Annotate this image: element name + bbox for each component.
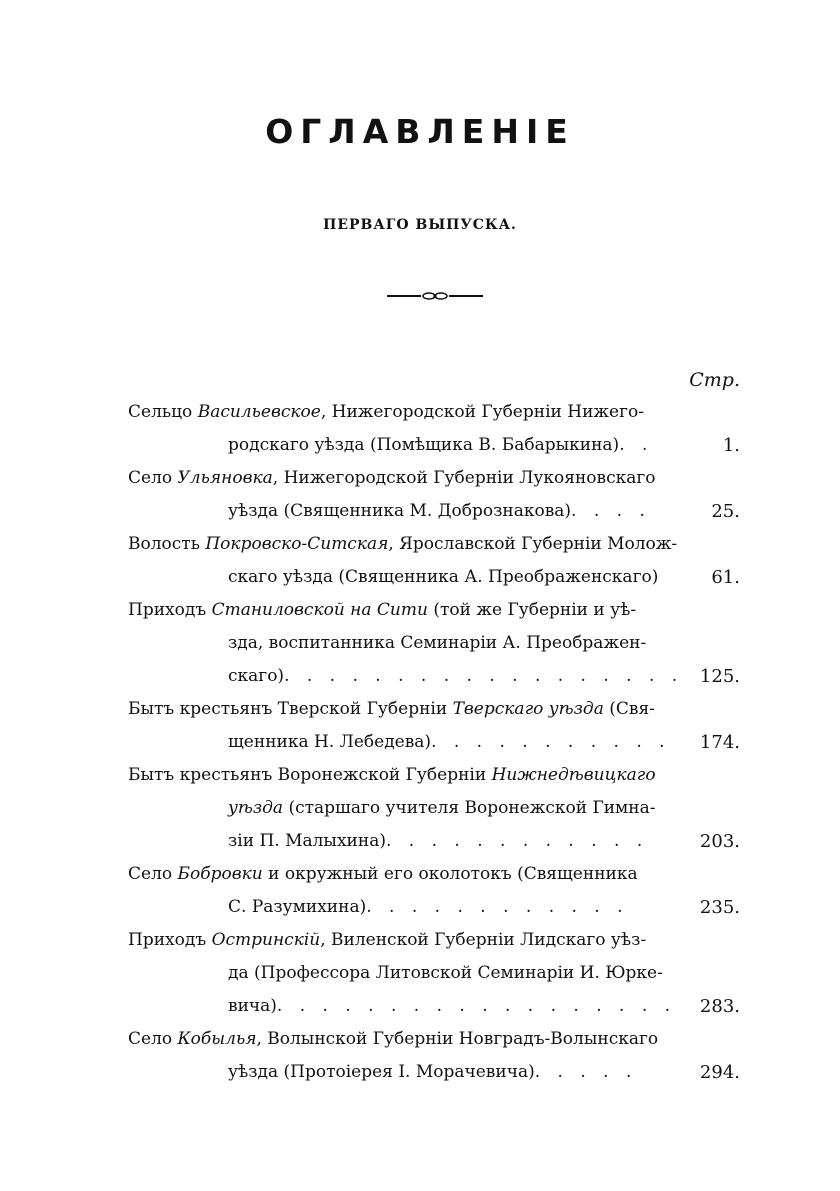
toc-entry-text bbox=[228, 495, 651, 528]
entry-text-part: и окружный его околотокъ (Священника bbox=[262, 864, 638, 884]
toc-entry-line bbox=[0, 495, 840, 528]
toc-entry-text bbox=[128, 528, 677, 561]
dot-leader: . . . . . . . . . . . bbox=[431, 732, 671, 752]
toc-entry-line bbox=[0, 990, 840, 1023]
entry-text-part: , Виленской Губерніи Лидскаго уѣз- bbox=[320, 930, 647, 950]
toc-entry-text bbox=[228, 825, 648, 858]
entry-text-part: вича) bbox=[228, 996, 277, 1016]
entry-text-part: Село bbox=[128, 864, 178, 884]
toc-entry-text bbox=[228, 792, 656, 825]
entry-text-part: Село bbox=[128, 1029, 178, 1049]
toc-entry bbox=[0, 1023, 840, 1089]
toc-entry-text bbox=[128, 858, 638, 891]
toc-entry-line bbox=[0, 924, 840, 957]
toc-entry-line bbox=[0, 759, 840, 792]
entry-text-part: Бытъ крестьянъ Тверской Губерніи bbox=[128, 699, 453, 719]
toc-entry-line bbox=[0, 627, 840, 660]
toc-entry-line bbox=[0, 528, 840, 561]
dot-leader: . . . . . . . . . . . . bbox=[385, 831, 649, 851]
page-title: ОГЛАВЛЕНІЕ bbox=[265, 112, 575, 151]
toc-entry-line bbox=[0, 660, 840, 693]
toc-entry-line bbox=[0, 1056, 840, 1089]
place-name: Нижнедѣвицкаго bbox=[491, 765, 656, 785]
dot-leader: . . . . . bbox=[534, 1062, 638, 1082]
toc-entry-line bbox=[0, 561, 840, 594]
page-number: 283. bbox=[699, 996, 740, 1017]
entry-text-part: уѣзда (Протоіерея І. Морачевича) bbox=[228, 1062, 535, 1082]
toc-entry-line bbox=[0, 891, 840, 924]
toc-entry-line bbox=[0, 858, 840, 891]
toc-entry-text bbox=[228, 726, 671, 759]
entry-text-part: Приходъ bbox=[128, 600, 212, 620]
toc-entry-text bbox=[128, 924, 646, 957]
toc-entry-line bbox=[0, 693, 840, 726]
toc-entry-line bbox=[0, 462, 840, 495]
entry-text-part: родскаго уѣзда (Помѣщика В. Бабарыкина) bbox=[228, 435, 620, 455]
toc-entry-line bbox=[0, 396, 840, 429]
entry-text-part: зда, воспитанника Семинаріи А. Преображен- bbox=[228, 633, 647, 653]
place-name: Станиловской на Сити bbox=[211, 600, 428, 620]
entry-text-part: (старшаго учителя Воронежской Гимна- bbox=[283, 798, 656, 818]
toc-entry-text bbox=[128, 759, 656, 792]
entry-text-part: да (Профессора Литовской Семинаріи И. Юрке- bbox=[228, 963, 663, 983]
toc-entry-text bbox=[228, 561, 658, 594]
toc-entry bbox=[0, 693, 840, 759]
toc-entry-text bbox=[228, 957, 663, 990]
toc-entry bbox=[0, 462, 840, 528]
toc-entry-line bbox=[0, 792, 840, 825]
toc-entry-text bbox=[128, 594, 636, 627]
entry-text-part: щенника Н. Лебедева) bbox=[228, 732, 432, 752]
page-column-header: Стр. bbox=[689, 369, 740, 391]
place-name: уѣзда bbox=[228, 798, 284, 818]
toc-entry-line bbox=[0, 594, 840, 627]
entry-text-part: (Свя- bbox=[603, 699, 655, 719]
place-name: Бобровки bbox=[177, 864, 263, 884]
dot-leader: . . . . bbox=[571, 501, 651, 521]
entry-text-part: Сельцо bbox=[128, 402, 198, 422]
toc-entry-text bbox=[128, 462, 656, 495]
toc-entry-text bbox=[228, 891, 629, 924]
toc-entry-text bbox=[228, 1056, 637, 1089]
place-name: Покровско-Ситская bbox=[205, 534, 389, 554]
toc-entry-line bbox=[0, 429, 840, 462]
toc-entry-line bbox=[0, 957, 840, 990]
toc-entry bbox=[0, 594, 840, 693]
page-number: 294. bbox=[699, 1062, 740, 1083]
toc-entry bbox=[0, 759, 840, 858]
page-number: 1. bbox=[722, 435, 740, 456]
toc-entry-text bbox=[228, 660, 683, 693]
toc-entry bbox=[0, 528, 840, 594]
toc-entry-text bbox=[128, 396, 644, 429]
page-number: 235. bbox=[699, 897, 740, 918]
toc-entry-text bbox=[228, 990, 676, 1023]
entry-text-part: С. Разумихина) bbox=[228, 897, 367, 917]
entry-text-part: скаго уѣзда (Священника А. Преображенскаго) bbox=[228, 567, 659, 587]
page-number: 203. bbox=[699, 831, 740, 852]
dot-leader: . . . . . . . . . . . . . . . . . . bbox=[276, 996, 677, 1016]
place-name: Васильевское bbox=[197, 402, 321, 422]
entry-text-part: Село bbox=[128, 468, 178, 488]
entry-text-part: зіи П. Малыхина) bbox=[228, 831, 386, 851]
entry-text-part: (той же Губерніи и уѣ- bbox=[427, 600, 637, 620]
toc-entry bbox=[0, 858, 840, 924]
place-name: Тверскаго уѣзда bbox=[452, 699, 604, 719]
toc-entry bbox=[0, 924, 840, 1023]
toc-entry-line bbox=[0, 825, 840, 858]
entry-text-part: , Ярославской Губерніи Молож- bbox=[388, 534, 678, 554]
place-name: Ульяновка bbox=[177, 468, 273, 488]
dot-leader: . . . . . . . . . . . . bbox=[366, 897, 629, 917]
place-name: Кобылья bbox=[177, 1029, 257, 1049]
entry-text-part: , Волынской Губерніи Новградъ-Волынскаго bbox=[256, 1029, 659, 1049]
toc-entry bbox=[0, 396, 840, 462]
dot-leader: . . bbox=[619, 435, 654, 455]
entry-text-part: Бытъ крестьянъ Воронежской Губерніи bbox=[128, 765, 492, 785]
entry-text-part: , Нижегородской Губерніи Лукояновскаго bbox=[272, 468, 656, 488]
page-subtitle: ПЕРВАГО ВЫПУСКА. bbox=[323, 217, 517, 233]
toc-entry-text bbox=[228, 429, 653, 462]
toc-entry-line bbox=[0, 1023, 840, 1056]
page-number: 61. bbox=[711, 567, 740, 588]
entry-text-part: скаго) bbox=[228, 666, 285, 686]
dot-leader: . . . . . . . . . . . . . . . . . . bbox=[284, 666, 684, 686]
toc-entry-line bbox=[0, 726, 840, 759]
entry-text-part: Волость bbox=[128, 534, 206, 554]
page-number: 25. bbox=[711, 501, 740, 522]
place-name: Остринскій bbox=[211, 930, 321, 950]
toc-entry-text bbox=[128, 1023, 658, 1056]
toc-entry-text bbox=[228, 627, 646, 660]
ornament-divider-icon bbox=[385, 288, 485, 304]
toc-entry-text bbox=[128, 693, 655, 726]
page-number: 125. bbox=[699, 666, 740, 687]
entry-text-part: Приходъ bbox=[128, 930, 212, 950]
entry-text-part: уѣзда (Священника М. Добрознакова) bbox=[228, 501, 572, 521]
page-number: 174. bbox=[699, 732, 740, 753]
entry-text-part: , Нижегородской Губерніи Нижего- bbox=[320, 402, 644, 422]
